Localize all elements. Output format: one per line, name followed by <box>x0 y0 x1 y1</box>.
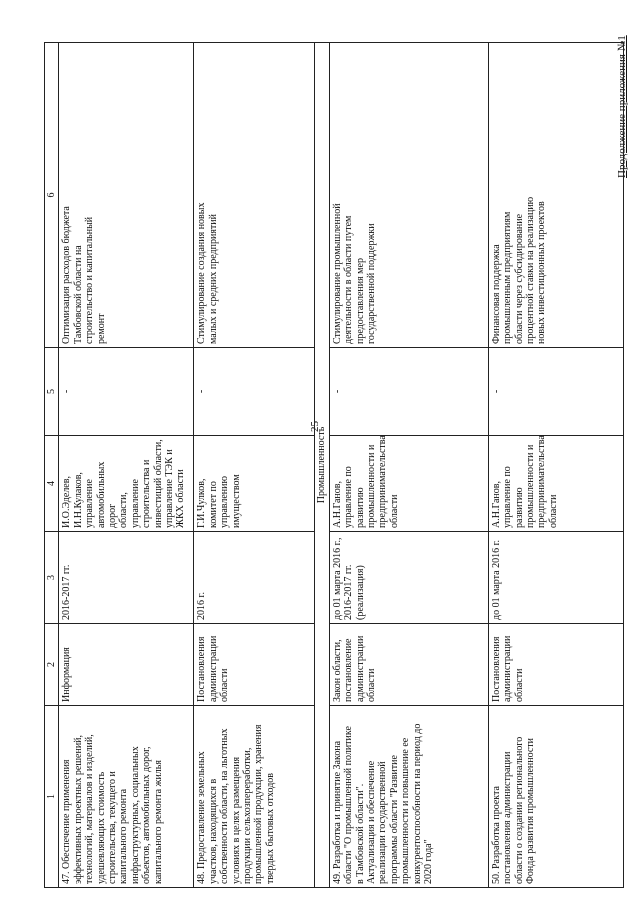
section-title: Промышленность <box>315 43 329 888</box>
document-type: Постановления администрации области <box>488 624 623 706</box>
section-row <box>315 43 329 888</box>
measures-table <box>44 42 624 888</box>
deadline: 2016-2017 гг. <box>59 532 194 624</box>
column-header-6: 6 <box>45 43 59 348</box>
document-type: Информация <box>59 624 194 706</box>
measure-description: 49. Разработка и принятие Закона области "О промышленной политике в Тамбовской области". Актуализация и обеспечение реализации государственной программы области "Развитие промышленности и повышение ее конкурентоспособности на период до 2020 года" <box>329 706 488 888</box>
table-row <box>59 43 194 888</box>
table-header-row <box>45 43 59 888</box>
column-5-value: - <box>194 348 315 436</box>
column-header-5: 5 <box>45 348 59 436</box>
measure-description: 50. Разработка проекта постановления администрации области о создании регионального Фонда развития промышленности <box>488 706 623 888</box>
expected-result: Финансовая поддержка промышленным предприятиям области через субсидирование процентной ставки на реализацию новых инвестиционных проектов <box>488 43 623 348</box>
deadline: до 01 марта 2016 г. <box>488 532 623 624</box>
column-5-value: - <box>488 348 623 436</box>
column-5-value: - <box>59 348 194 436</box>
responsible: А.Н.Ганов, управление по развитию промышленности и предпринимательства области <box>488 436 623 532</box>
rotated-table-container <box>44 43 604 888</box>
table-row <box>329 43 488 888</box>
deadline: до 01 марта 2016 г., 2016-2017 гг. (реализация) <box>329 532 488 624</box>
expected-result: Оптимизация расходов бюджета Тамбовской области на строительство и капитальный ремонт <box>59 43 194 348</box>
column-header-4: 4 <box>45 436 59 532</box>
page-number: 25 <box>309 421 321 432</box>
deadline: 2016 г. <box>194 532 315 624</box>
appendix-title: Продолжение приложения №1 <box>616 35 628 178</box>
expected-result: Стимулирование промышленной деятельности в области путем предоставления мер государственной поддержки <box>329 43 488 348</box>
column-header-1: 1 <box>45 706 59 888</box>
column-header-3: 3 <box>45 532 59 624</box>
column-header-2: 2 <box>45 624 59 706</box>
responsible: И.О.Эделев, И.Н.Кулаков, управление автомобильных дорог области, управление строительства и инвестиций области, управление ТЭК и ЖКХ области <box>59 436 194 532</box>
table-row <box>488 43 623 888</box>
measure-description: 47. Обеспечение применения эффективных проектных решений, технологий, материалов и изделий, удешевляющих стоимость строительства, текущего и капитального ремонта инфраструктурных, социальных объектов, автомобильных дорог, капитального ремонта жилья <box>59 706 194 888</box>
document-type: Постановления администрации области <box>194 624 315 706</box>
column-5-value: - <box>329 348 488 436</box>
responsible: А.Н.Ганов, управление по развитию промышленности и предпринимательства области <box>329 436 488 532</box>
measure-description: 48. Предоставление земельных участков, находящихся в собственности области, на льготных условиях в целях размещения продукции сельхозпереработки, промышленной продукции, хранения твердых бытовых отходов <box>194 706 315 888</box>
table-row <box>194 43 315 888</box>
document-type: Закон области, постановление администрации области <box>329 624 488 706</box>
responsible: Г.И.Чулков, комитет по управлению имуществом <box>194 436 315 532</box>
expected-result: Стимулирование создания новых малых и средних предприятий <box>194 43 315 348</box>
